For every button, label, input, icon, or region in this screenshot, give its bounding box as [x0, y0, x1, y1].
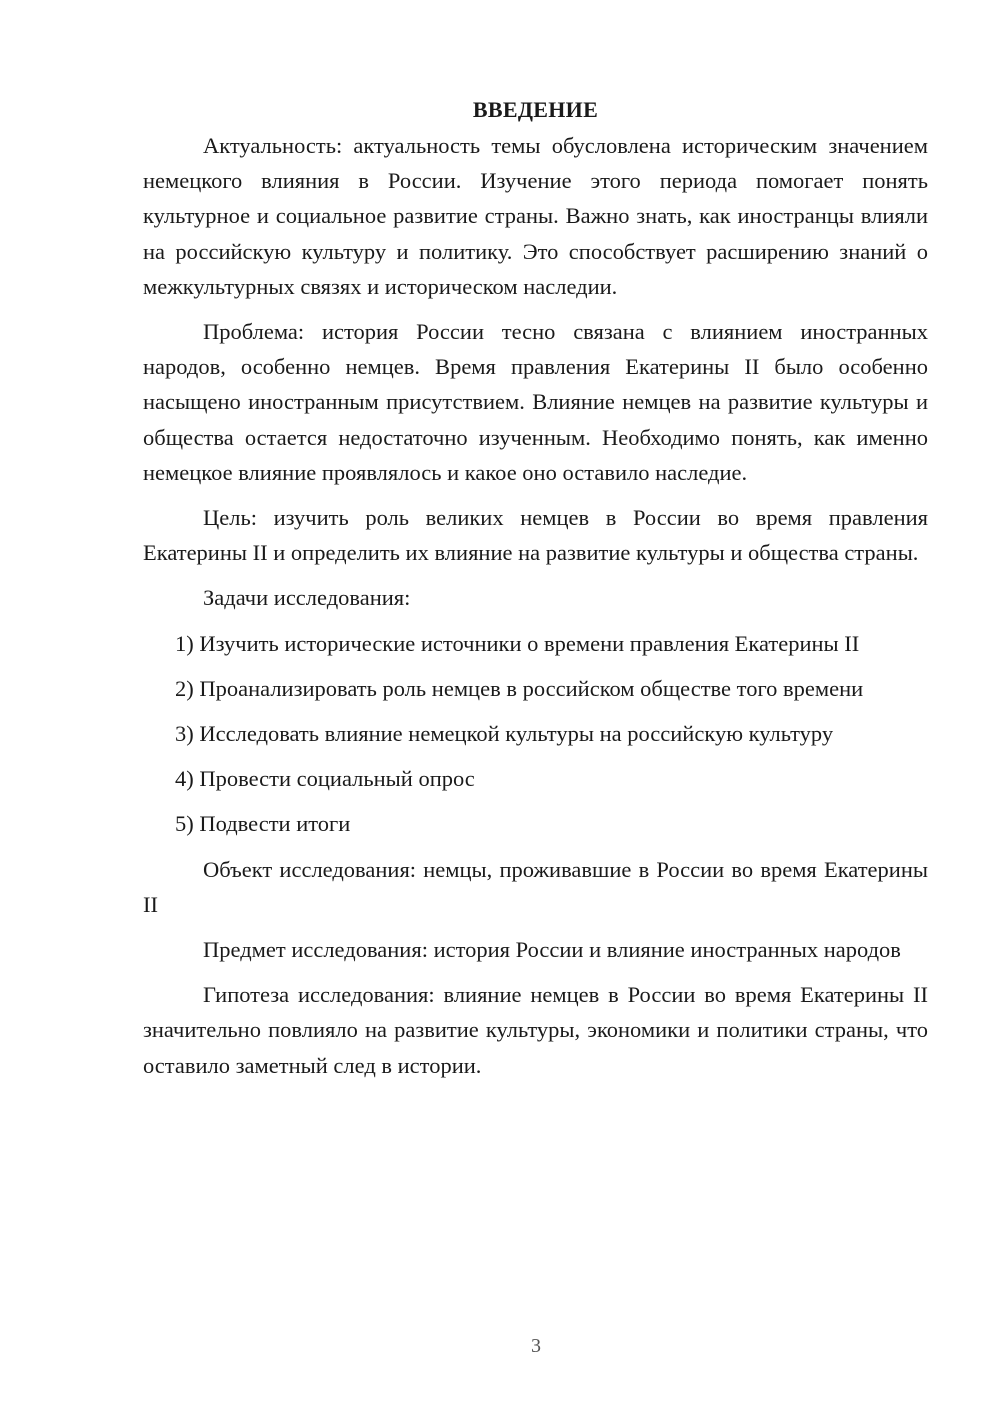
- page-title: ВВЕДЕНИЕ: [472, 97, 599, 122]
- paragraph-relevance: Актуальность: актуальность темы обусловлена историческим значением немецкого влияния в России. Изучение этого периода помогает понять культурное и социальное развитие страны. Важно знать, как иностранцы влияли на российскую культуру и политику. Это способствует расширению знаний о межкультурных связях и историческом наследии.: [143, 133, 928, 299]
- paragraph-goal: Цель: изучить роль великих немцев в России во время правления Екатерины II и определить их влияние на развитие культуры и общества страны.: [143, 505, 928, 566]
- list-item: 1) Изучить исторические источники о времени правления Екатерины II: [175, 630, 860, 656]
- document-page: [143, 95, 928, 1093]
- list-item: 4) Провести социальный опрос: [175, 766, 475, 792]
- tasks-heading: Задачи исследования:: [203, 585, 411, 611]
- paragraph-hypothesis: Гипотеза исследования: влияние немцев в России во время Екатерины II значительно повлияло на развитие культуры, экономики и политики страны, что оставило заметный след в истории.: [143, 982, 928, 1078]
- list-item: 5) Подвести итоги: [175, 811, 351, 837]
- paragraph-object: Объект исследования: немцы, проживавшие в России во время Екатерины II: [143, 856, 928, 917]
- list-item: 3) Исследовать влияние немецкой культуры на российскую культуру: [175, 721, 834, 747]
- paragraph-subject: Предмет исследования: история России и влияние иностранных народов: [203, 937, 901, 963]
- page-number: 3: [531, 1335, 541, 1357]
- list-item: 2) Проанализировать роль немцев в российском обществе того времени: [175, 675, 864, 701]
- paragraph-problem: Проблема: история России тесно связана с влиянием иностранных народов, особенно немцев. Время правления Екатерины II было особенно насыщено иностранным присутствием. Влияние немцев на развитие культуры и общества остается недостаточно изученным. Необходимо понять, как именно немецкое влияние проявлялось и какое оно оставило наследие.: [143, 319, 928, 485]
- tasks-list: [143, 626, 928, 842]
